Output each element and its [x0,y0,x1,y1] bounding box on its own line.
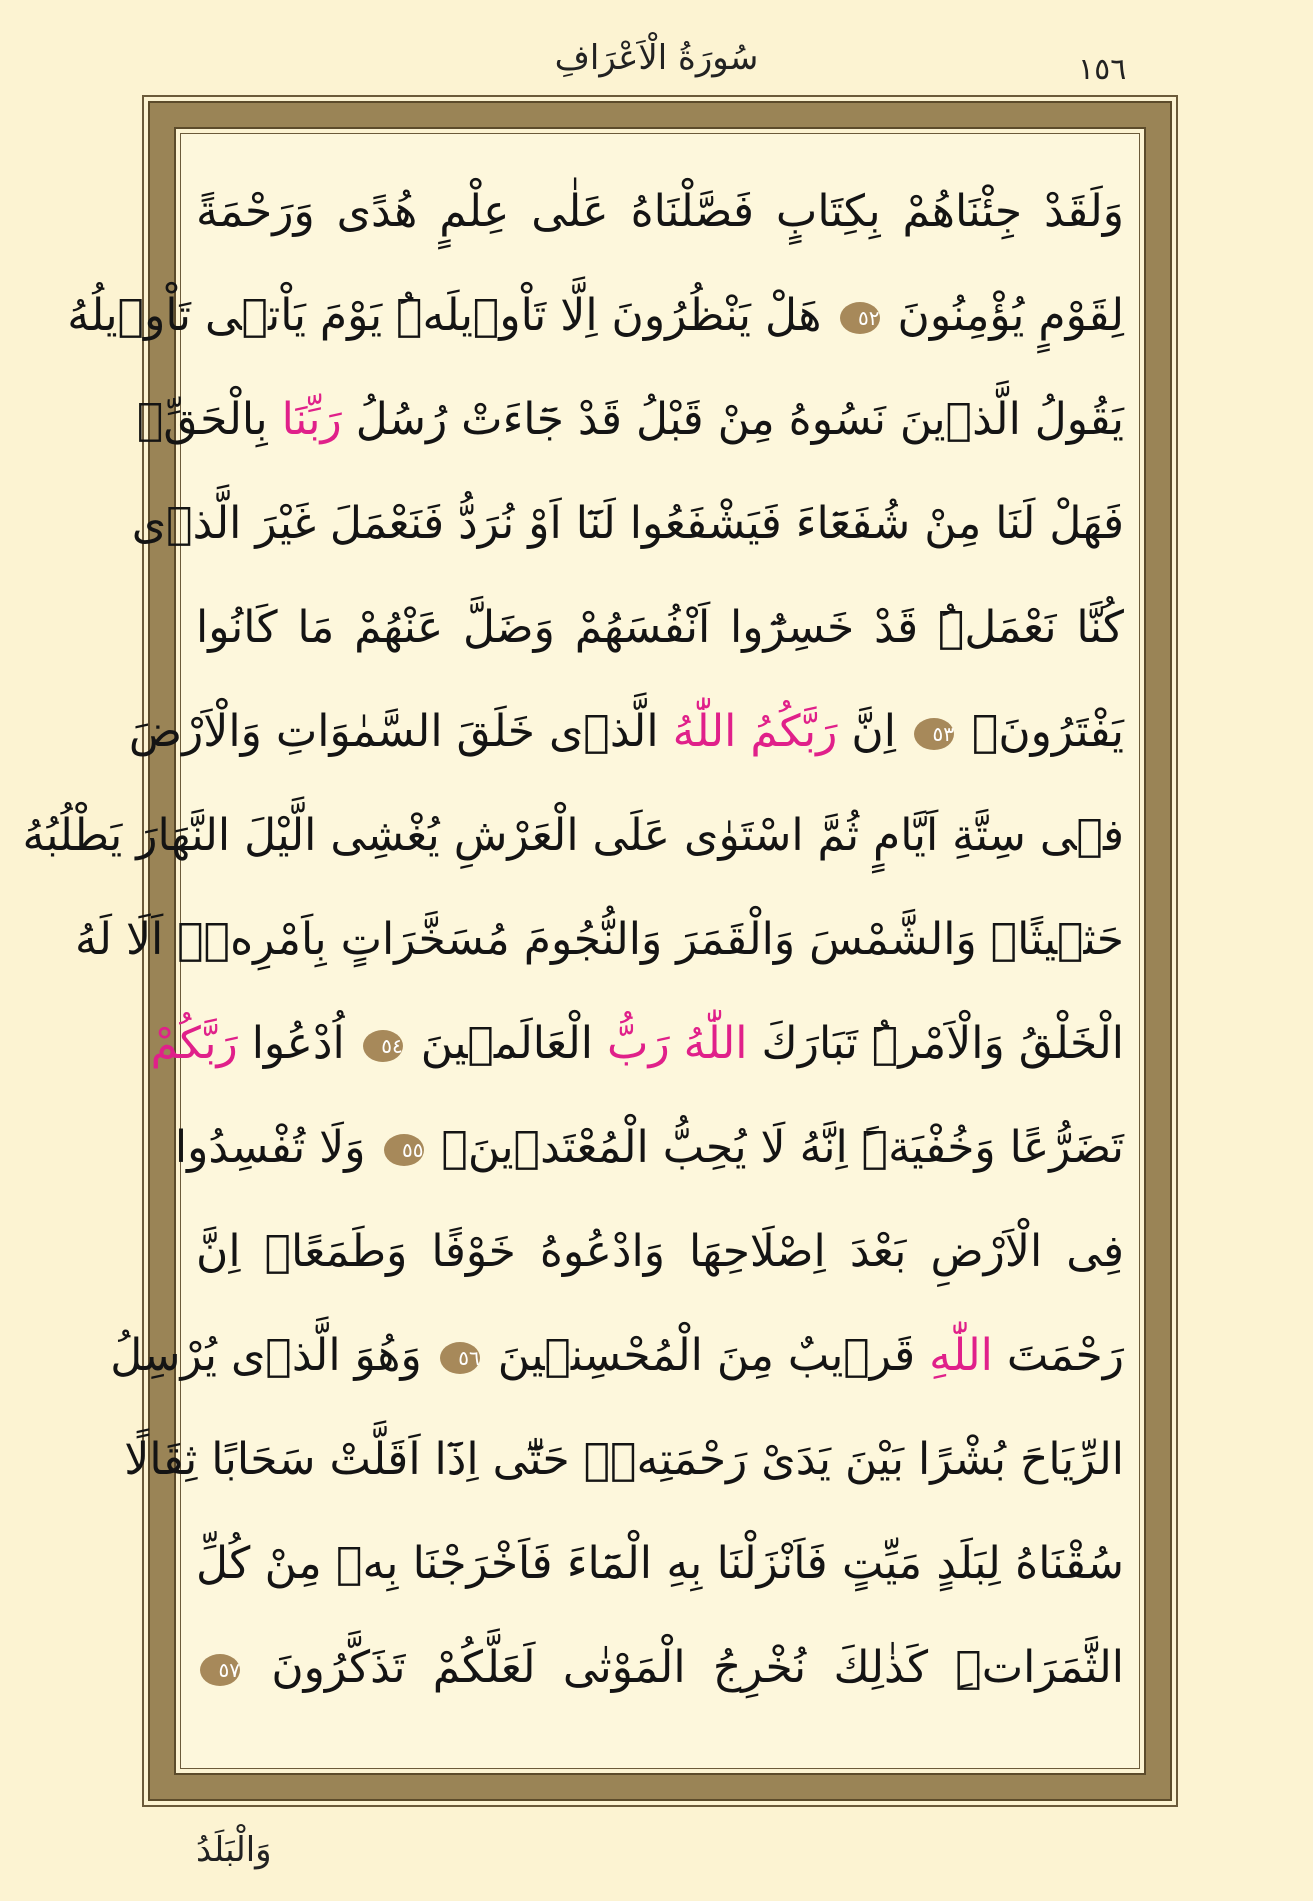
text-line-4 [131,472,1124,576]
line-text: يَقُولُ الَّذٖينَ نَسُوهُ مِنْ قَبْلُ قَدْ جَٓاءَتْ رُسُلُ [355,394,1124,445]
text-line-2 [67,264,1124,368]
line-text: تَضَرُّعًا وَخُفْيَةًۜ اِنَّهُ لَا يُحِبُّ الْمُعْتَدٖينَۚ [441,1122,1124,1173]
line-text: بِالْحَقِّۚ [137,394,268,445]
catchword: وَالْبَلَدُ [196,1830,272,1870]
divine-name-highlight: رَبَّكُمْ [150,1018,238,1069]
text-line-9 [150,992,1124,1096]
ayah-number-marker: ٥٦ [440,1342,480,1374]
line-text: يَفْتَرُونَۚ [971,706,1124,757]
line-text: حَثٖيثًاۙ وَالشَّمْسَ وَالْقَمَرَ وَالنُّجُومَ مُسَخَّرَاتٍ بِاَمْرِهٖۜ اَلَا لَهُ [74,914,1124,965]
text-line-7 [22,784,1124,888]
line-text: فِى الْاَرْضِ بَعْدَ اِصْلَاحِهَا وَادْعُوهُ خَوْفًا وَطَمَعًاۜ اِنَّ [196,1226,1124,1277]
surah-title: سُورَةُ الْاَعْرَافِ [554,38,759,78]
line-text: الَّذٖى خَلَقَ السَّمٰوَاتِ وَالْاَرْضَ [128,706,659,757]
line-text: فٖى سِتَّةِ اَيَّامٍ ثُمَّ اسْتَوٰى عَلَى الْعَرْشِ يُغْشِى الَّيْلَ النَّهَارَ يَطْلُبُهُ [22,810,1124,861]
divine-name-highlight: اللّٰهُ رَبُّ [607,1018,748,1069]
text-line-8 [74,888,1124,992]
line-text: الرِّيَاحَ بُشْرًا بَيْنَ يَدَىْ رَحْمَتِهٖۜ حَتّٰٓى اِذَٓا اَقَلَّتْ سَحَابًا ثِقَالًا [124,1434,1124,1485]
line-text: سُقْنَاهُ لِبَلَدٍ مَيِّتٍ فَاَنْزَلْنَا بِهِ الْمَٓاءَ فَاَخْرَجْنَا بِهٖ مِنْ كُلِّ [196,1538,1124,1589]
line-text: هَلْ يَنْظُرُونَ اِلَّا تَاْوٖيلَهُۜ يَوْمَ يَاْتٖى تَاْوٖيلُهُ [67,290,822,341]
line-text: كُنَّا نَعْمَلُۜ قَدْ خَسِرُٓوا اَنْفُسَهُمْ وَضَلَّ عَنْهُمْ مَا كَانُوا [196,602,1124,653]
divine-name-highlight: اللّٰهِ [929,1330,993,1381]
divine-name-highlight: رَبِّنَا [281,394,342,445]
text-line-6 [128,680,1124,784]
line-text: فَهَلْ لَنَا مِنْ شُفَعَٓاءَ فَيَشْفَعُوا لَنَٓا اَوْ نُرَدُّ فَنَعْمَلَ غَيْرَ الَّذٖى [131,498,1124,549]
line-text: رَحْمَتَ [1006,1330,1124,1381]
page-number: ١٥٦ [1078,52,1127,87]
line-text: وَلَقَدْ جِئْنَاهُمْ بِكِتَابٍ فَصَّلْنَاهُ عَلٰى عِلْمٍ هُدًى وَرَحْمَةً [196,186,1124,237]
line-text: الْخَلْقُ وَالْاَمْرُۜ تَبَارَكَ [761,1018,1124,1069]
quran-text [22,160,1124,1750]
divine-name-highlight: رَبَّكُمُ اللّٰهُ [672,706,838,757]
text-line-15 [196,1616,1124,1720]
text-line-10 [174,1096,1124,1200]
text-line-11 [196,1200,1124,1304]
text-line-1 [196,160,1124,264]
text-line-14 [196,1512,1124,1616]
text-line-5 [196,576,1124,680]
ayah-number-marker: ٥٢ [840,302,880,334]
line-text: اُدْعُوا [251,1018,345,1069]
text-line-13 [124,1408,1124,1512]
ayah-number-marker: ٥٣ [914,718,954,750]
line-text: اِنَّ [851,706,896,757]
line-text: وَلَا تُفْسِدُوا [174,1122,366,1173]
ayah-number-marker: ٥٤ [363,1030,403,1062]
line-text: الْعَالَمٖينَ [420,1018,594,1069]
ayah-number-marker: ٥٧ [200,1654,240,1686]
line-text: قَرٖيبٌ مِنَ الْمُحْسِنٖينَ [497,1330,916,1381]
ayah-number-marker: ٥٥ [384,1134,424,1166]
text-line-12 [110,1304,1124,1408]
text-line-3 [137,368,1124,472]
line-text: الثَّمَرَاتِۜ كَذٰلِكَ نُخْرِجُ الْمَوْتٰى لَعَلَّكُمْ تَذَكَّرُونَ [271,1642,1124,1693]
line-text: لِقَوْمٍ يُؤْمِنُونَ [897,290,1124,341]
line-text: وَهُوَ الَّذٖى يُرْسِلُ [110,1330,422,1381]
